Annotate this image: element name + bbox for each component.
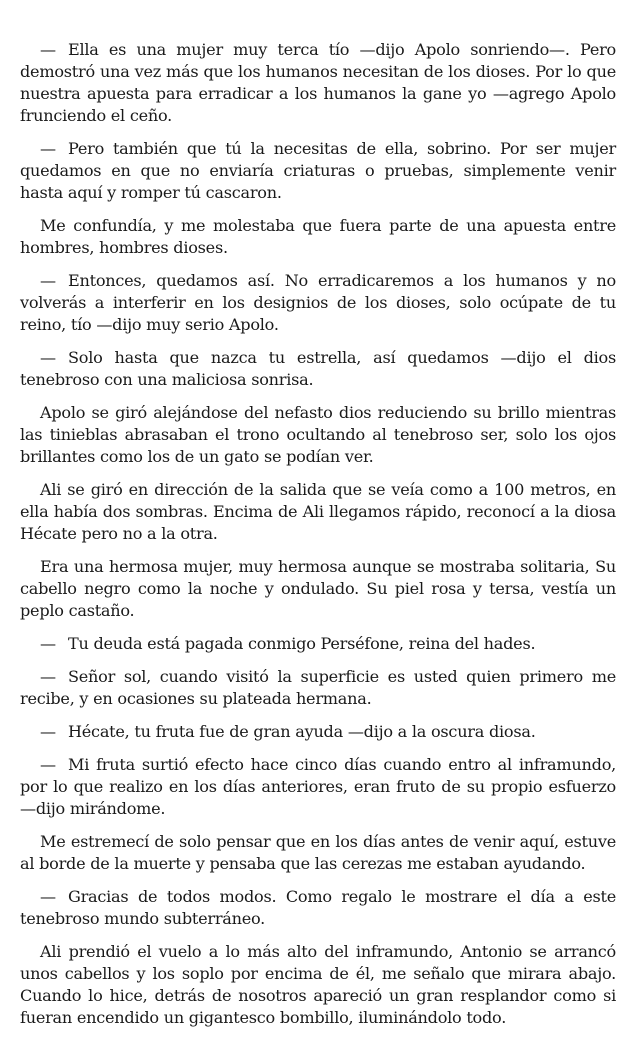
dialogue-dash: — [40, 634, 56, 653]
dialogue-dash: — [40, 722, 56, 741]
paragraph-dialogue [20, 721, 616, 743]
dialogue-dash: — [40, 887, 56, 906]
paragraph-dialogue [20, 138, 616, 204]
paragraph-text: Ella es una mujer muy terca tío —dijo Apolo sonriendo—. Pero demostró una vez más que los humanos necesitan de los dioses. Por lo que nuestra apuesta para erradicar a los humanos la gane yo —agrego Apolo frunciendo el ceño. [20, 40, 616, 125]
paragraph-text: Entonces, quedamos así. No erradicaremos a los humanos y no volverás a interferir en los designios de los dioses, solo ocúpate de tu reino, tío —dijo muy serio Apolo. [20, 271, 616, 334]
paragraph-dialogue [20, 270, 616, 336]
paragraph-dialogue [20, 754, 616, 820]
paragraph-dialogue [20, 39, 616, 127]
dialogue-dash: — [40, 667, 56, 686]
paragraph-text: Solo hasta que nazca tu estrella, así quedamos —dijo el dios tenebroso con una maliciosa sonrisa. [20, 348, 616, 389]
paragraph-narration [20, 556, 616, 622]
paragraph-text: Pero también que tú la necesitas de ella, sobrino. Por ser mujer quedamos en que no enviaría criaturas o pruebas, simplemente venir hasta aquí y romper tú cascaron. [20, 139, 616, 202]
paragraph-text: Me estremecí de solo pensar que en los días antes de venir aquí, estuve al borde de la muerte y pensaba que las cerezas me estaban ayudando. [20, 832, 616, 873]
paragraph-narration [20, 215, 616, 259]
paragraph-text: Me confundía, y me molestaba que fuera parte de una apuesta entre hombres, hombres dioses. [20, 216, 616, 257]
paragraph-dialogue [20, 347, 616, 391]
paragraph-text: Apolo se giró alejándose del nefasto dios reduciendo su brillo mientras las tinieblas abrasaban el trono ocultando al tenebroso ser, solo los ojos brillantes como los de un gato se podían ver. [20, 403, 616, 466]
paragraph-dialogue [20, 886, 616, 930]
paragraph-narration [20, 831, 616, 875]
paragraph-narration [20, 479, 616, 545]
paragraph-text: Mi fruta surtió efecto hace cinco días cuando entro al inframundo, por lo que realizo en los días anteriores, eran fruto de su propio esfuerzo —dijo mirándome. [20, 755, 616, 818]
paragraph-narration [20, 402, 616, 468]
paragraph-dialogue [20, 633, 616, 655]
dialogue-dash: — [40, 348, 56, 367]
paragraph-narration [20, 941, 616, 1029]
dialogue-dash: — [40, 271, 56, 290]
dialogue-dash: — [40, 755, 56, 774]
dialogue-dash: — [40, 40, 56, 59]
paragraph-text: Hécate, tu fruta fue de gran ayuda —dijo a la oscura diosa. [68, 722, 536, 741]
paragraph-text: Gracias de todos modos. Como regalo le mostrare el día a este tenebroso mundo subterráneo. [20, 887, 616, 928]
paragraph-text: Ali prendió el vuelo a lo más alto del inframundo, Antonio se arrancó unos cabellos y los soplo por encima de él, me señalo que mirara abajo. Cuando lo hice, detrás de nosotros apareció un gran resplandor como si fueran encendido un gigantesco bombillo, iluminándolo todo. [20, 942, 616, 1027]
paragraph-text: Era una hermosa mujer, muy hermosa aunque se mostraba solitaria, Su cabello negro como la noche y ondulado. Su piel rosa y tersa, vestía un peplo castaño. [20, 557, 616, 620]
dialogue-dash: — [40, 139, 56, 158]
paragraph-text: Ali se giró en dirección de la salida que se veía como a 100 metros, en ella había dos sombras. Encima de Ali llegamos rápido, reconocí a la diosa Hécate pero no a la otra. [20, 480, 616, 543]
document-page [20, 39, 616, 1040]
paragraph-text: Señor sol, cuando visitó la superficie es usted quien primero me recibe, y en ocasiones su plateada hermana. [20, 667, 616, 708]
paragraph-text: Tu deuda está pagada conmigo Perséfone, reina del hades. [68, 634, 536, 653]
paragraph-dialogue [20, 666, 616, 710]
